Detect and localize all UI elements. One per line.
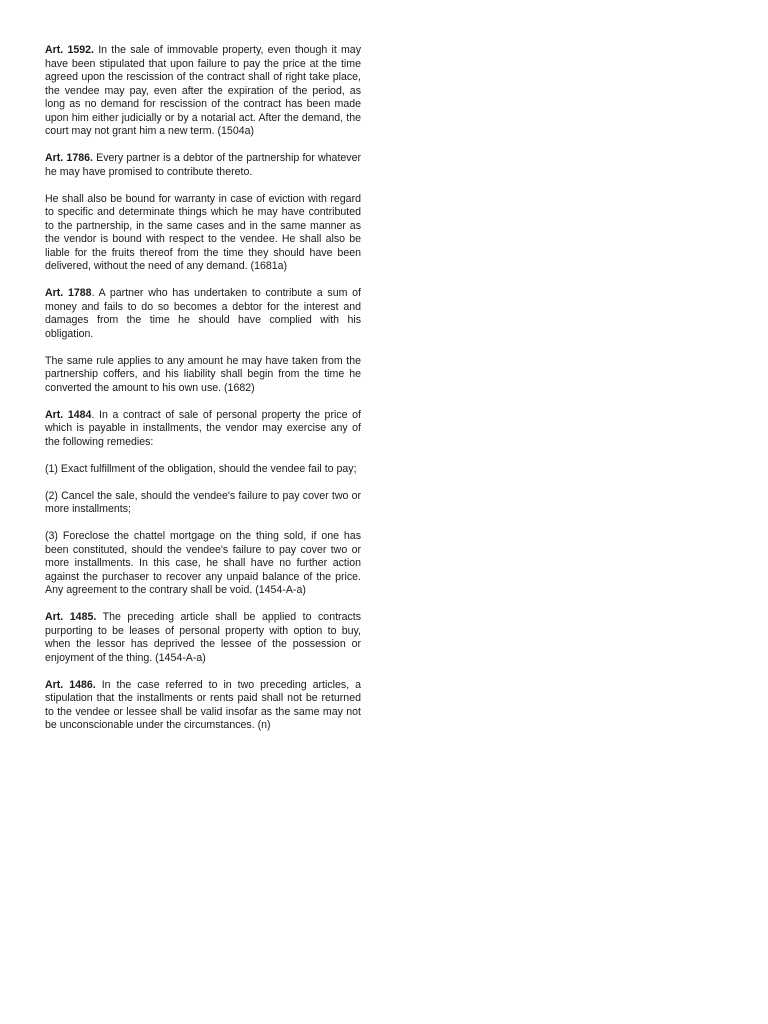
remedy-2 — [45, 490, 361, 517]
paragraph-art-1485 — [45, 611, 361, 665]
paragraph-text: . A partner who has undertaken to contribute a sum of money and fails to do so becomes a debtor for the interest and damages from the time he should have complied with his obligation. — [45, 287, 361, 340]
article-label: Art. 1592. — [45, 44, 94, 56]
article-label: Art. 1484 — [45, 408, 92, 421]
article-label: Art. 1486. — [45, 678, 96, 691]
remedy-3 — [45, 530, 361, 598]
paragraph-art-1788-cont — [45, 355, 361, 396]
paragraph-art-1786-cont — [45, 193, 361, 274]
paragraph-art-1484 — [45, 409, 361, 450]
document-page — [45, 44, 361, 746]
paragraph-text: (2) Cancel the sale, should the vendee's failure to pay cover two or more installments; — [45, 489, 361, 515]
article-label: Art. 1786. — [45, 152, 93, 164]
paragraph-text: Every partner is a debtor of the partnership for whatever he may have promised to contribute thereto. — [45, 152, 361, 178]
paragraph-text: The same rule applies to any amount he may have taken from the partnership coffers, and his liability shall begin from the time he converted the amount to his own use. (1682) — [45, 354, 361, 394]
paragraph-text: In the case referred to in two preceding articles, a stipulation that the installments or rents paid shall not be returned to the vendee or lessee shall be valid insofar as the same may not be unconscionable under the circumstances. (n) — [45, 678, 361, 731]
remedy-1 — [45, 463, 361, 477]
paragraph-text: (1) Exact fulfillment of the obligation, should the vendee fail to pay; — [45, 462, 357, 475]
article-label: Art. 1485. — [45, 611, 97, 623]
paragraph-art-1592 — [45, 44, 361, 139]
paragraph-art-1788 — [45, 287, 361, 341]
paragraph-art-1786 — [45, 152, 361, 179]
paragraph-text: The preceding article shall be applied to contracts purporting to be leases of personal property with option to buy, when the lessor has deprived the lessee of the possession or enjoyment of the thing. (1454-A-a) — [45, 611, 361, 664]
paragraph-text: He shall also be bound for warranty in case of eviction with regard to specific and determinate things which he may have contributed to the partnership, in the same cases and in the same manner as the vendor is bound with respect to the vendee. He shall also be liable for the fruits thereof from the time they should have been delivered, without the need of any demand. (1681a) — [45, 192, 361, 272]
paragraph-text: . In a contract of sale of personal property the price of which is payable in installments, the vendor may exercise any of the following remedies: — [45, 408, 361, 448]
paragraph-text: In the sale of immovable property, even though it may have been stipulated that upon failure to pay the price at the time agreed upon the rescission of the contract shall of right take place, the vendee may pay, even after the expiration of the period, as long as no demand for rescission of the contract has been made upon him either judicially or by a notarial act. After the demand, the court may not grant him a new term. (1504a) — [45, 44, 361, 137]
article-label: Art. 1788 — [45, 287, 92, 299]
paragraph-art-1486 — [45, 679, 361, 733]
paragraph-text: (3) Foreclose the chattel mortgage on the thing sold, if one has been constituted, should the vendee's failure to pay cover two or more installments. In this case, he shall have no further action against the purchaser to recover any unpaid balance of the price. Any agreement to the contrary shall be void. (1454-A-a) — [45, 530, 361, 596]
